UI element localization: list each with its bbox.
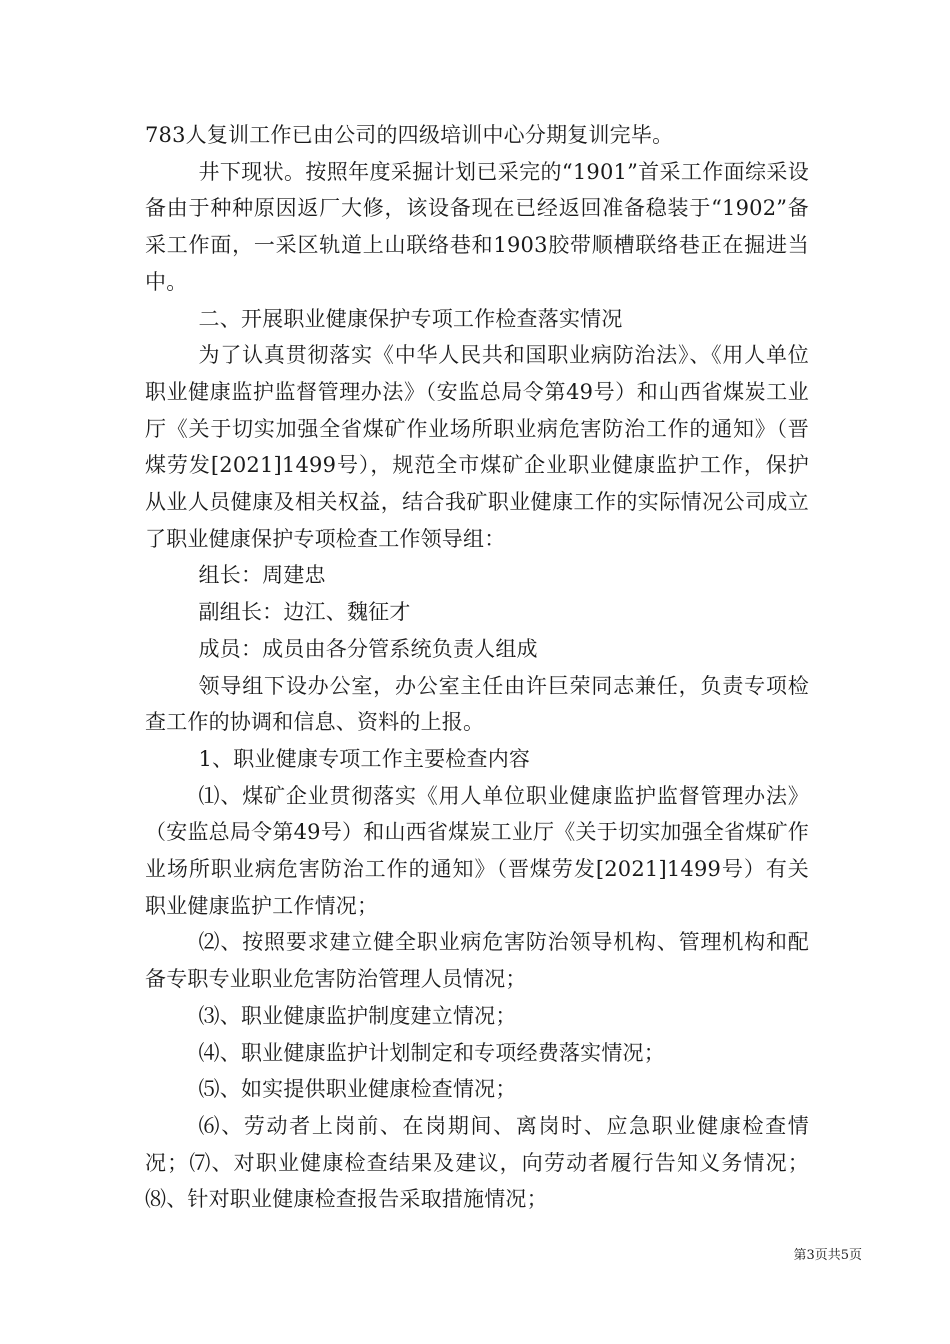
list-item-3: ⑶、职业健康监护制度建立情况； (198, 1003, 517, 1028)
list-item-2: ⑵、按照要求建立健全职业病危害防治领导机构、管理机构和配备专职专业职业危害防治管理人员情况； (145, 930, 809, 992)
list-item-5: ⑸、如实提供职业健康检查情况； (198, 1077, 517, 1102)
section-heading-2: 二、开展职业健康保护专项工作检查落实情况 (198, 306, 623, 331)
document-body (145, 117, 809, 1218)
list-item-4: ⑷、职业健康监护计划制定和专项经费落实情况； (198, 1040, 665, 1065)
paragraph-8: 领导组下设办公室，办公室主任由许巨荣同志兼任，负责专项检查工作的协调和信息、资料的上报。 (145, 673, 809, 735)
deputy-leader-line: 副组长：边江、魏征才 (198, 600, 411, 625)
members-line: 成员：成员由各分管系统负责人组成 (198, 636, 538, 661)
subsection-heading-1: 1、职业健康专项工作主要检查内容 (198, 746, 531, 771)
paragraph-1: 783人复训工作已由公司的四级培训中心分期复训完毕。 (145, 123, 674, 147)
list-item-1: ⑴、煤矿企业贯彻落实《用人单位职业健康监护监督管理办法》（安监总局令第49号）和山西省煤炭工业厅《关于切实加强全省煤矿作业场所职业病危害防治工作的通知》（晋煤劳发[2021]1499号）有关职业健康监护工作情况； (145, 783, 809, 918)
list-item-6: ⑹、劳动者上岗前、在岗期间、离岗时、应急职业健康检查情况；⑺、对职业健康检查结果及建议，向劳动者履行告知义务情况；⑻、针对职业健康检查报告采取措施情况； (145, 1113, 809, 1212)
paragraph-2: 井下现状。按照年度采掘计划已采完的“1901”首采工作面综采设备由于种种原因返厂大修，该设备现在已经返回准备稳装于“1902”备采工作面，一采区轨道上山联络巷和1903胶带顺槽联络巷正在掘进当中。 (145, 159, 809, 294)
leader-line: 组长：周建忠 (198, 563, 326, 588)
page-number: 第3页共5页 (793, 1248, 862, 1263)
paragraph-4: 为了认真贯彻落实《中华人民共和国职业病防治法》、《用人单位职业健康监护监督管理办法》（安监总局令第49号）和山西省煤炭工业厅《关于切实加强全省煤矿作业场所职业病危害防治工作的通知》（晋煤劳发[2021]1499号），规范全市煤矿企业职业健康监护工作，保护从业人员健康及相关权益，结合我矿职业健康工作的实际情况公司成立了职业健康保护专项检查工作领导组： (145, 343, 809, 551)
